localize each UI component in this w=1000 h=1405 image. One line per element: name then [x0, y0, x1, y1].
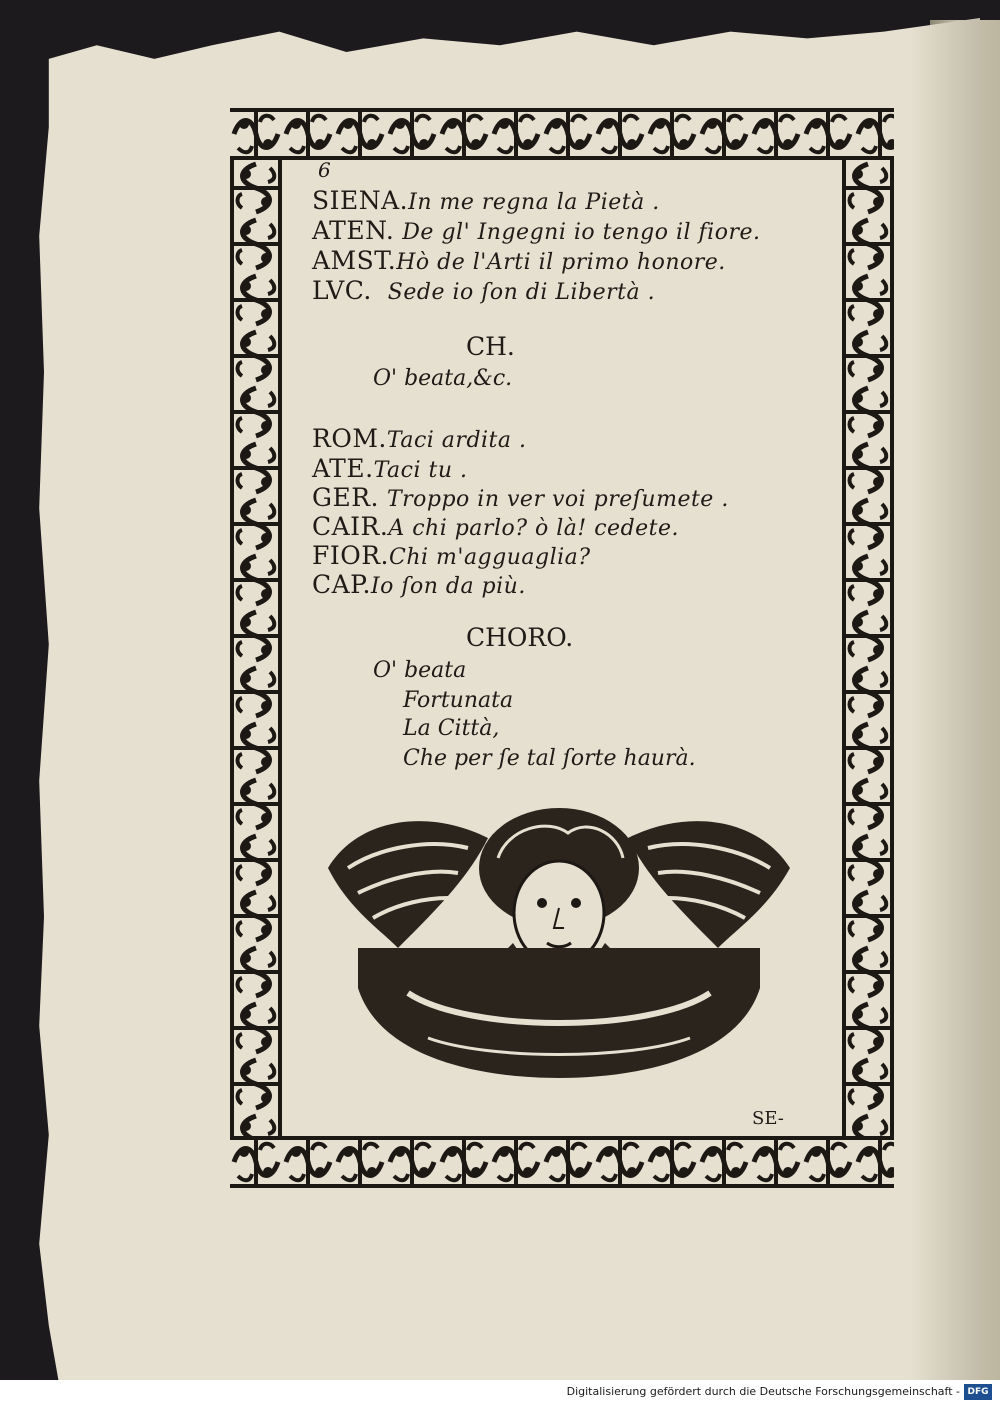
- dialogue-line: [312, 276, 655, 305]
- speaker-name: FIOR.: [312, 541, 389, 570]
- choro-verse: La Città,: [403, 716, 500, 741]
- speaker-name: SIENA.: [312, 186, 409, 215]
- speaker-name: CAIR.: [312, 512, 389, 541]
- verse-text: Taci ardita .: [386, 428, 527, 453]
- speaker-name: CAP.: [312, 570, 371, 599]
- verse-text: Taci tu .: [373, 458, 468, 483]
- footer-bar: [0, 1380, 1000, 1405]
- verse-text: Sede io ſon di Libertà .: [387, 280, 656, 305]
- cherub-woodcut: [318, 798, 800, 1083]
- dialogue-line: [312, 454, 468, 483]
- footer-credit: Digitalisierung gefördert durch die Deutsche Forschungsgemeinschaft -: [566, 1385, 960, 1398]
- cherub-bowl: [358, 948, 760, 1078]
- dialogue-line: [312, 246, 726, 275]
- dialogue-line: [312, 483, 729, 512]
- dialogue-line: [312, 570, 526, 599]
- border-top: [230, 108, 894, 160]
- border-right: [842, 160, 894, 1136]
- speaker-name: ATE.: [312, 454, 374, 483]
- chorus-refrain: O' beata,&c.: [373, 366, 513, 391]
- dfg-logo: DFG: [964, 1384, 992, 1400]
- dialogue-line: [312, 216, 761, 245]
- left-wing: [328, 821, 488, 948]
- dialogue-line: [312, 186, 660, 215]
- page-number: 6: [318, 158, 331, 182]
- dialogue-line: [312, 541, 591, 570]
- verse-text: A chi parlo? ò là! cedete.: [388, 516, 680, 541]
- speaker-name: ATEN.: [312, 216, 395, 245]
- border-bottom: [230, 1136, 894, 1188]
- verse-text: Troppo in ver voi preſumete .: [386, 487, 729, 512]
- speaker-name: LVC.: [312, 276, 372, 305]
- choro-verse: Che per ſe tal ſorte haurà.: [403, 746, 696, 771]
- verse-text: Chi m'agguaglia?: [389, 545, 591, 570]
- dialogue-line: [312, 512, 679, 541]
- verse-text: In me regna la Pietà .: [408, 190, 660, 215]
- speaker-name: GER.: [312, 483, 379, 512]
- choro-heading: CHORO.: [466, 623, 574, 652]
- choro-verse: O' beata: [373, 658, 467, 683]
- choro-verse: Fortunata: [403, 688, 514, 713]
- dialogue-line: [312, 424, 527, 453]
- verse-text: Io ſon da più.: [370, 574, 526, 599]
- chorus-heading: CH.: [466, 332, 515, 361]
- speaker-name: AMST.: [312, 246, 397, 275]
- verse-text: Hò de l'Arti il primo honore.: [396, 250, 726, 275]
- right-wing: [628, 821, 790, 948]
- verse-text: De gl' Ingegni io tengo il fiore.: [402, 220, 761, 245]
- border-left: [230, 160, 282, 1136]
- catchword: SE-: [752, 1108, 784, 1129]
- speaker-name: ROM.: [312, 424, 387, 453]
